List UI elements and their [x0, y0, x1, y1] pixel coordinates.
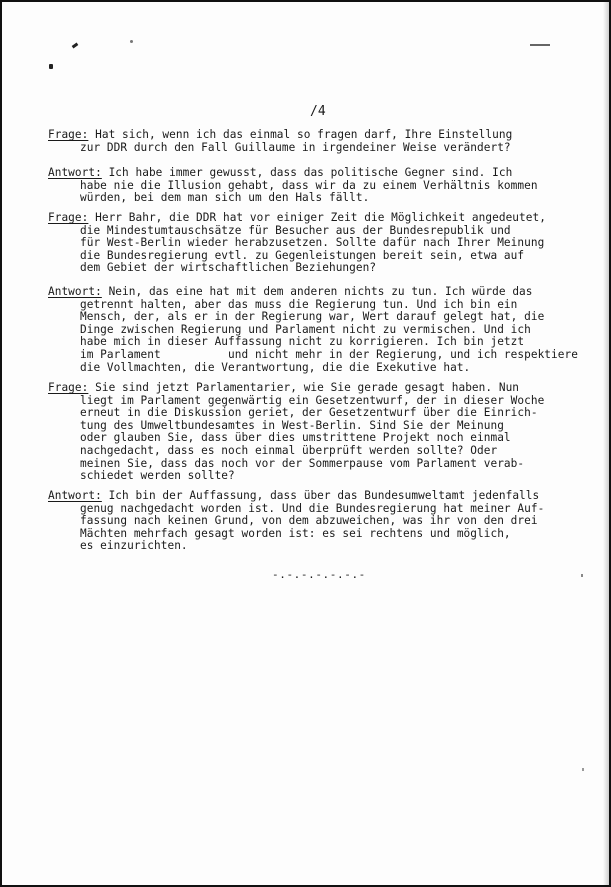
scan-speck [582, 768, 584, 771]
text-line: meinen Sie, dass das noch vor der Sommerpause vom Parlament verab- [80, 456, 525, 470]
scan-speck [530, 44, 550, 46]
text-line: Mensch, der, als er in der Regierung war, Wert darauf gelegt hat, die [80, 310, 545, 324]
text-line: habe mich in dieser Auffassung nicht zu korrigieren. Ich bin jetzt [80, 335, 525, 349]
text-line: Dinge zwischen Regierung und Parlament nicht zu vermischen. Und ich [80, 322, 531, 336]
answer-paragraph [48, 490, 588, 553]
text-line: dem Gebiet der wirtschaftlichen Beziehungen? [80, 261, 377, 275]
speaker-label: Antwort: [48, 285, 102, 298]
speaker-label: Frage: [48, 211, 89, 224]
text-line: die Mindestumtauschsätze für Besucher aus der Bundesrepublik und [80, 223, 511, 237]
text-line: getrennt halten, aber das muss die Regierung tun. Und ich bin ein [80, 297, 518, 311]
text-line: Mächten mehrfach gesagt worden ist: es sei rechtens und möglich, [80, 526, 511, 540]
scan-speck [581, 574, 583, 577]
text-line: Hat sich, wenn ich das einmal so fragen darf, Ihre Einstellung [95, 128, 513, 141]
speaker-label: Frage: [48, 381, 89, 394]
speaker-label: Antwort: [48, 489, 102, 502]
text-line: genug nachgedacht worden ist. Und die Bundesregierung hat meiner Auf- [80, 501, 545, 515]
text-line: würden, bei dem man sich um den Hals fällt. [80, 191, 370, 205]
text-line: im Parlament und nicht mehr in der Regierung, und ich respektiere [80, 347, 578, 361]
text-line: liegt im Parlament gegenwärtig ein Gesetzentwurf, der in dieser Woche [80, 393, 545, 407]
text-line: nachgedacht, dass es noch einmal überprüft werden sollte? Oder [80, 443, 498, 457]
answer-paragraph [48, 167, 588, 205]
text-line: es einzurichten. [80, 539, 188, 553]
page-number: /4 [310, 104, 326, 119]
question-paragraph [48, 212, 588, 275]
text-line: für West-Berlin wieder herabzusetzen. Sollte dafür nach Ihrer Meinung [80, 236, 545, 250]
scan-speck [72, 43, 79, 49]
text-line: habe nie die Illusion gehabt, dass wir da zu einem Verhältnis kommen [80, 178, 538, 192]
text-line: Herr Bahr, die DDR hat vor einiger Zeit die Möglichkeit angedeutet, [95, 211, 546, 224]
text-line: Nein, das eine hat mit dem anderen nichts zu tun. Ich würde das [108, 285, 533, 298]
scan-speck [130, 40, 133, 43]
text-line: oder glauben Sie, dass über dies umstrittene Projekt noch einmal [80, 431, 511, 445]
question-paragraph [48, 129, 588, 154]
text-line: zur DDR durch den Fall Guillaume in irgendeiner Weise verändert? [80, 140, 511, 154]
scan-speck [49, 64, 53, 69]
text-line: Ich habe immer gewusst, dass das politische Gegner sind. Ich [108, 166, 513, 179]
text-line: erneut in die Diskussion geriet, der Gesetzentwurf über die Einrich- [80, 406, 538, 420]
closing-separator: -.-.-.-.-.-.- [272, 568, 366, 581]
question-paragraph [48, 382, 588, 483]
text-line: fassung nach keinen Grund, von dem abzuweichen, was ihr von den drei [80, 514, 538, 528]
text-line: tung des Umweltbundesamtes in West-Berlin. Sind Sie der Meinung [80, 418, 504, 432]
speaker-label: Antwort: [48, 166, 102, 179]
text-line: die Bundesregierung evtl. zu Gegenleistungen bereit sein, etwa auf [80, 248, 525, 262]
speaker-label: Frage: [48, 128, 89, 141]
text-line: die Vollmachten, die Verantwortung, die die Exekutive hat. [80, 360, 471, 374]
text-line: schiedet werden sollte? [80, 469, 235, 483]
text-line: Ich bin der Auffassung, dass über das Bundesumweltamt jedenfalls [108, 489, 540, 502]
text-line: Sie sind jetzt Parlamentarier, wie Sie gerade gesagt haben. Nun [95, 381, 520, 394]
answer-paragraph [48, 286, 588, 374]
